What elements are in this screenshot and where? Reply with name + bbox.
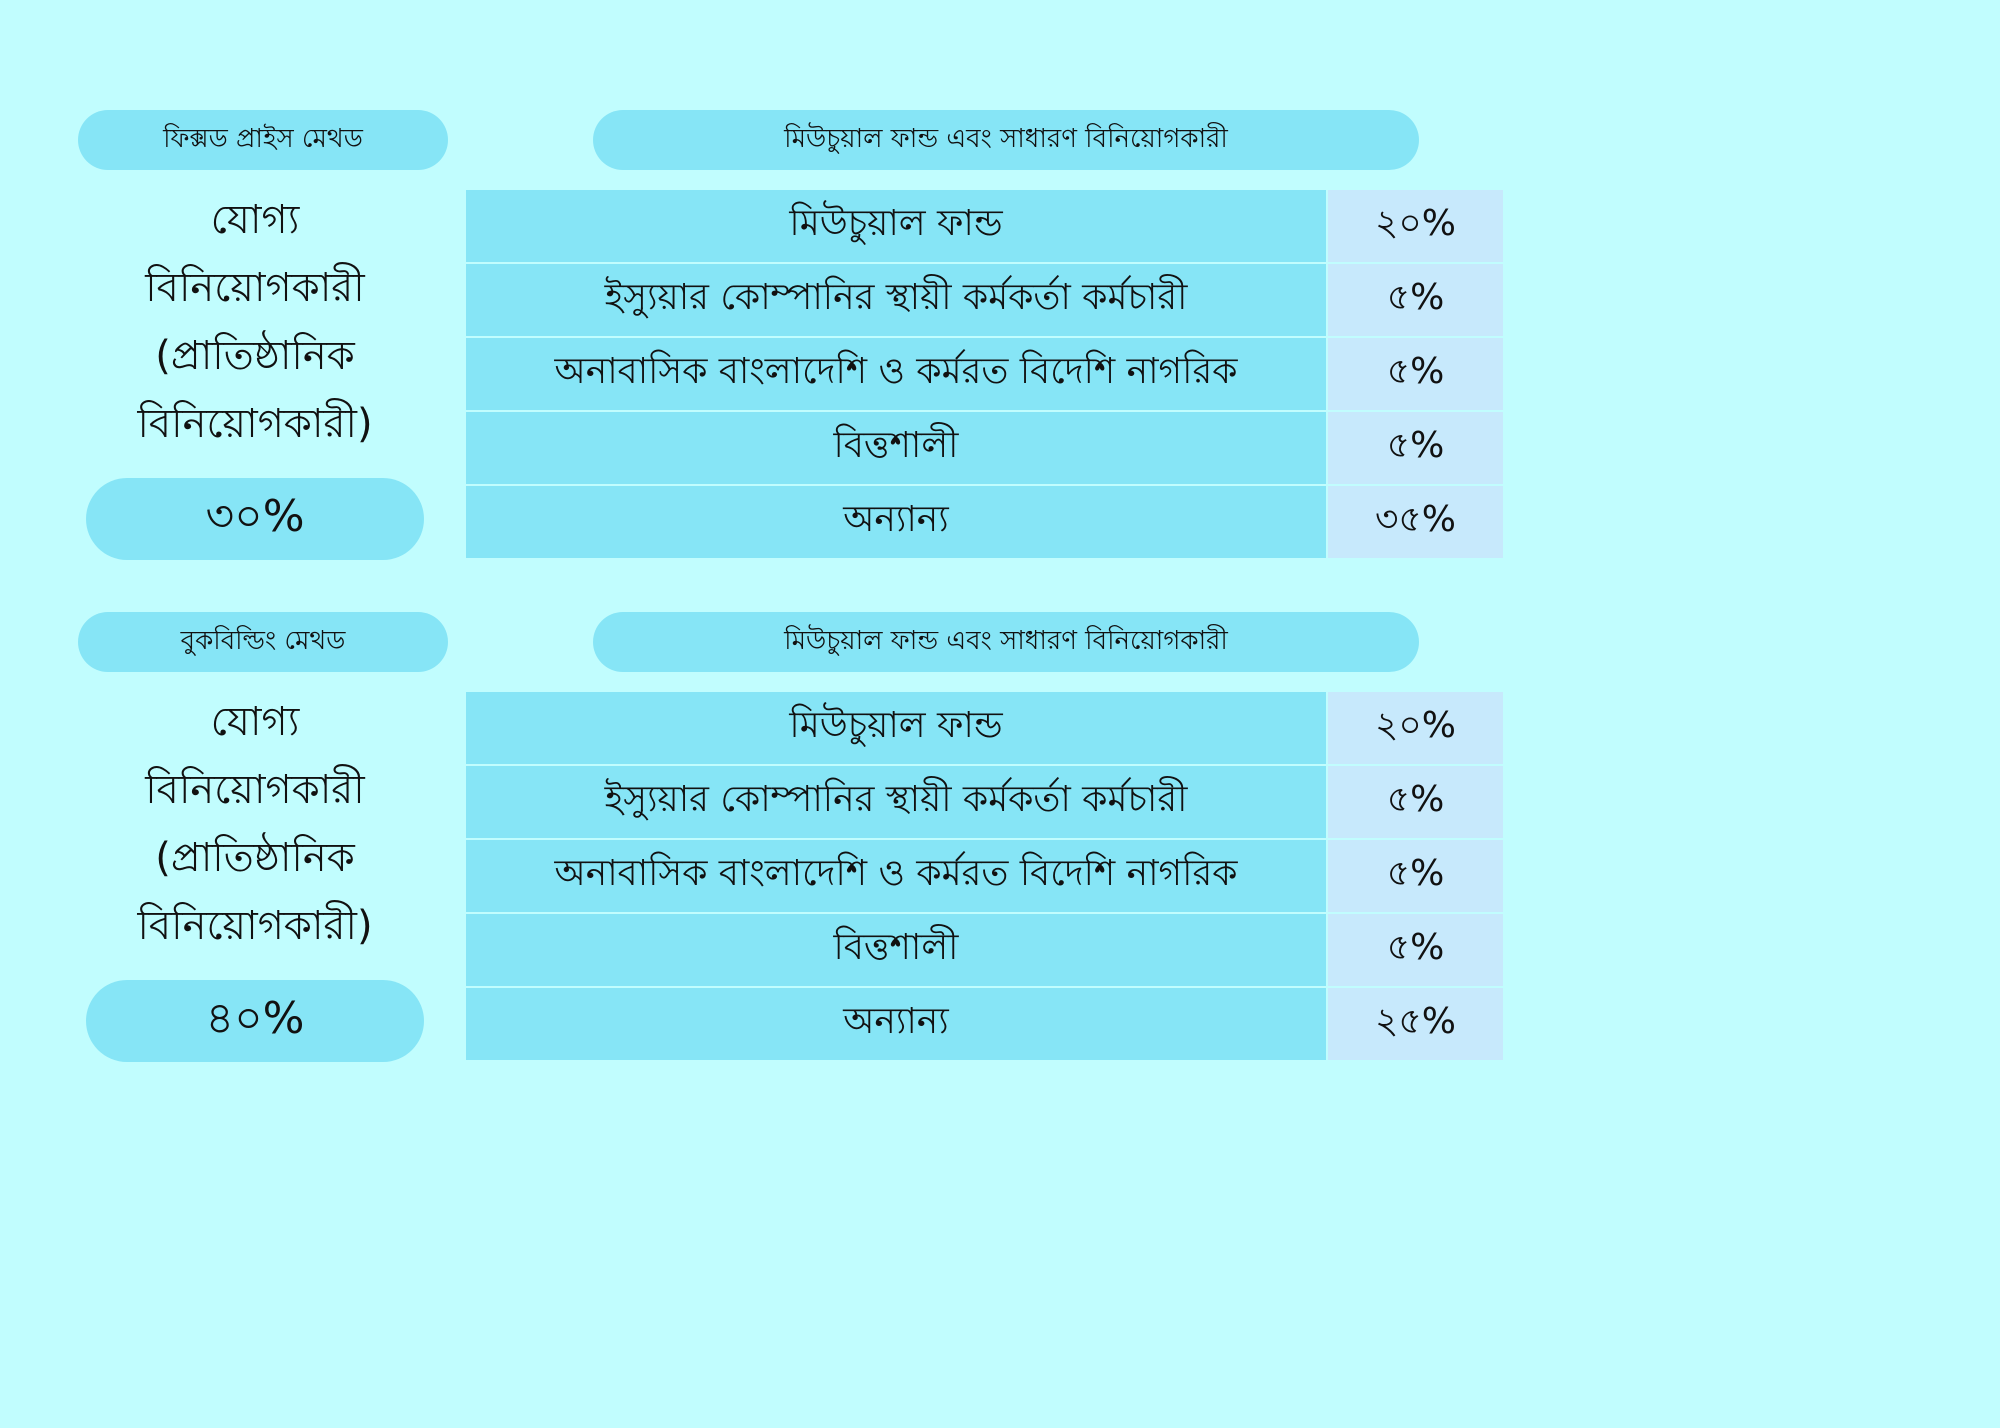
- table-row: [466, 263, 1503, 337]
- row-percent: ৫%: [1327, 913, 1503, 987]
- table-row: [466, 411, 1503, 485]
- method-label: বুকবিল্ডিং মেথড: [78, 612, 448, 672]
- table-row: [466, 839, 1503, 913]
- row-percent: ৩৫%: [1327, 485, 1503, 558]
- row-percent: ৫%: [1327, 765, 1503, 839]
- eligible-percent: ৪০%: [86, 980, 424, 1062]
- fixed-price-section: [0, 0, 1568, 542]
- eligible-percent: ৩০%: [86, 478, 424, 560]
- book-building-section: [0, 502, 1568, 1044]
- row-label: অন্যান্য: [466, 987, 1327, 1060]
- table-row: [466, 765, 1503, 839]
- row-percent: ৫%: [1327, 263, 1503, 337]
- eligible-investor-label: [90, 688, 420, 960]
- row-label: মিউচুয়াল ফান্ড: [466, 692, 1327, 765]
- row-label: বিত্তশালী: [466, 913, 1327, 987]
- row-percent: ২৫%: [1327, 987, 1503, 1060]
- group-title: মিউচুয়াল ফান্ড এবং সাধারণ বিনিয়োগকারী: [593, 110, 1419, 170]
- table-row: [466, 337, 1503, 411]
- eligible-line: বিনিয়োগকারী: [145, 767, 365, 813]
- row-label: মিউচুয়াল ফান্ড: [466, 190, 1327, 263]
- method-label: ফিক্সড প্রাইস মেথড: [78, 110, 448, 170]
- table-row: [466, 987, 1503, 1060]
- group-title: মিউচুয়াল ফান্ড এবং সাধারণ বিনিয়োগকারী: [593, 612, 1419, 672]
- row-label: ইস্যুয়ার কোম্পানির স্থায়ী কর্মকর্তা কর্মচারী: [466, 765, 1327, 839]
- row-label: অনাবাসিক বাংলাদেশি ও কর্মরত বিদেশি নাগরিক: [466, 839, 1327, 913]
- row-percent: ২০%: [1327, 692, 1503, 765]
- table-row: [466, 913, 1503, 987]
- eligible-investor-label: [90, 186, 420, 458]
- eligible-line: যোগ্য: [210, 197, 300, 243]
- row-percent: ৫%: [1327, 839, 1503, 913]
- row-percent: ৫%: [1327, 337, 1503, 411]
- table-row: [466, 692, 1503, 765]
- row-label: অনাবাসিক বাংলাদেশি ও কর্মরত বিদেশি নাগরিক: [466, 337, 1327, 411]
- allocation-table: [466, 692, 1503, 1060]
- row-label: বিত্তশালী: [466, 411, 1327, 485]
- eligible-line: (প্রাতিষ্ঠানিক: [155, 333, 355, 379]
- eligible-line: (প্রাতিষ্ঠানিক: [155, 835, 355, 881]
- eligible-line: বিনিয়োগকারী): [137, 903, 373, 949]
- eligible-line: যোগ্য: [210, 699, 300, 745]
- row-label: অন্যান্য: [466, 485, 1327, 558]
- row-percent: ২০%: [1327, 190, 1503, 263]
- eligible-line: বিনিয়োগকারী: [145, 265, 365, 311]
- row-label: ইস্যুয়ার কোম্পানির স্থায়ী কর্মকর্তা কর্মচারী: [466, 263, 1327, 337]
- table-row: [466, 190, 1503, 263]
- row-percent: ৫%: [1327, 411, 1503, 485]
- eligible-line: বিনিয়োগকারী): [137, 401, 373, 447]
